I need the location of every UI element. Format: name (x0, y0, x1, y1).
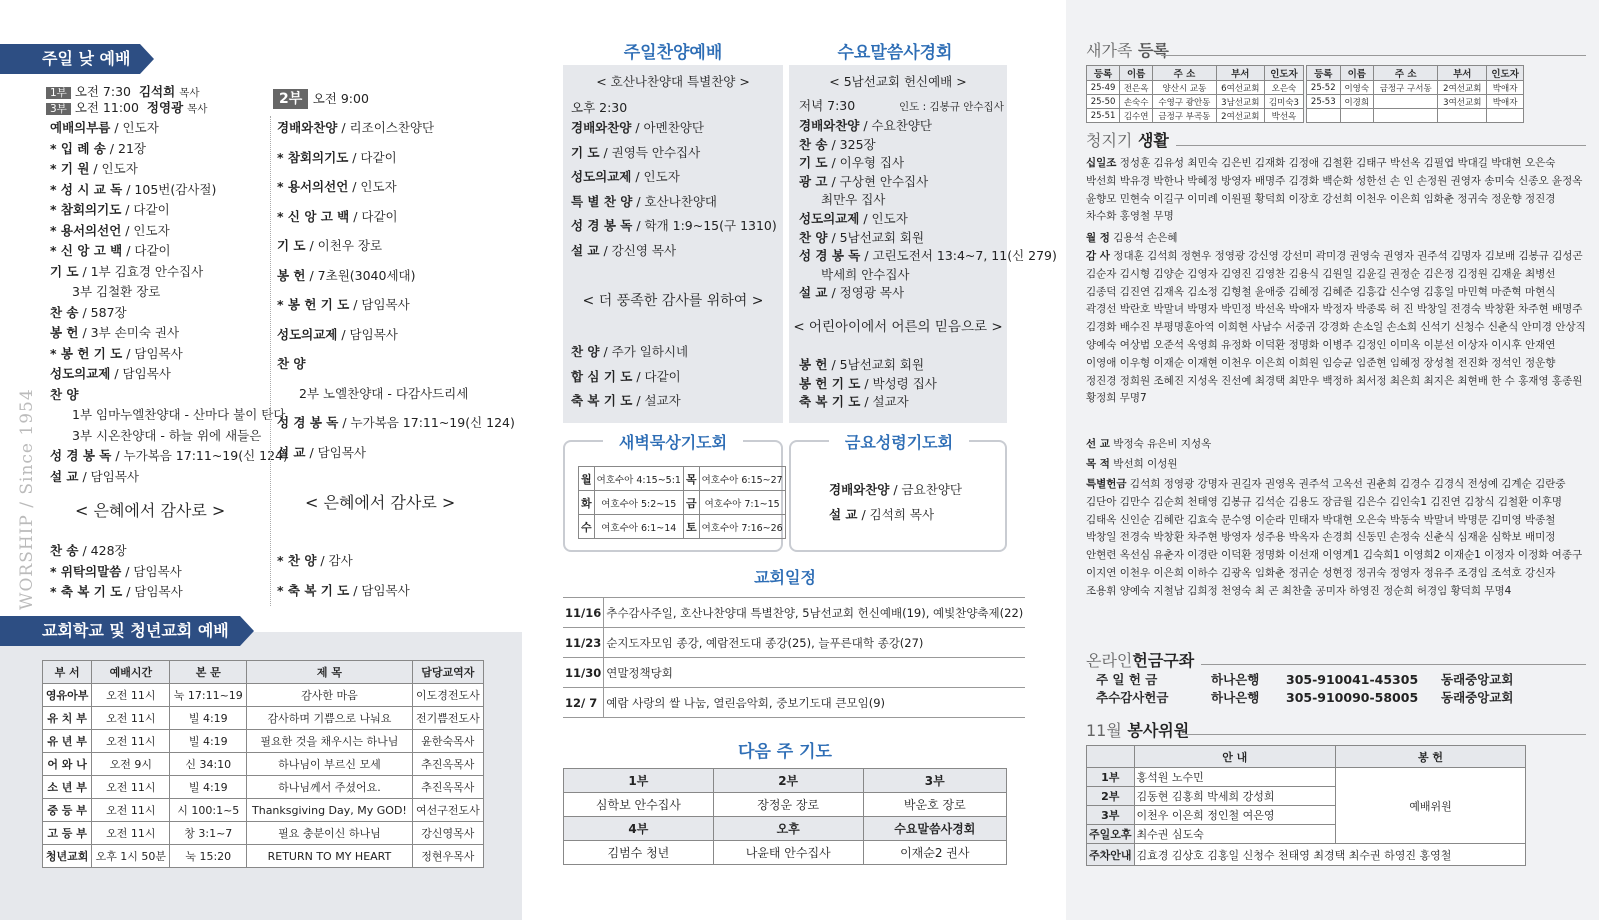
order-item: 성 경 봉 독 / 누가복음 17:11~19(신 124) (50, 448, 288, 463)
order-item: 봉 헌 / 5남선교회 회원 (799, 357, 925, 372)
order-item: 봉 헌 기 도 / 박성령 집사 (799, 375, 937, 391)
order-item: 3부 김철환 장로 (72, 284, 161, 299)
volunteers-table: 안 내 봉 헌 1부 홍석원 노수민 예배위원 2부 김동현 김홍희 박세희 강성희 3부 이천우 이은희 정인철 여은영 주일오후 최수권 심도숙 주차안내 김효경 김상호 김홍일 신청수 천태영 최경택 최수권 하영진 홍영철 (1086, 745, 1526, 866)
order-item: 축 복 기 도 / 설교자 (571, 393, 681, 408)
order-item: * 입 례 송 / 21장 (50, 140, 146, 156)
order-item: 찬 양 (277, 356, 306, 371)
table-row: 영유아부 오전 11시 눅 17:11~19 감사한 마음 이도경전도사 (43, 684, 484, 707)
table-row: 유 년 부 오전 11시 빌 4:19 필요한 것을 채우시는 하나님 윤한숙목사 (43, 730, 484, 753)
mission-list: 선 교 박정숙 유은비 지성옥 (1086, 438, 1212, 450)
school-table (42, 660, 484, 868)
table-row: 소 년 부 오전 11시 빌 4:19 하나님께서 주셨어요. 추진옥목사 (43, 776, 484, 799)
sunday-praise-title: 주일찬양예배 (623, 43, 723, 63)
table-row: 12/ 7 예람 사랑의 쌀 나눔, 열린음악회, 중보기도대 큰모임(9) (563, 688, 1025, 718)
order-item: 박세희 안수집사 (821, 266, 910, 282)
order-item: * 신 앙 고 백 / 다같이 (50, 243, 171, 258)
account-cell: 하나은행 (1211, 672, 1260, 687)
table-header: 담당교역자 (412, 661, 483, 684)
church-schedule-table (563, 597, 1025, 718)
table-row: 고 등 부 오전 11시 창 3:1~7 필요 충분이신 하나님 강신영목사 (43, 822, 484, 845)
account-cell: 동래중앙교회 (1441, 690, 1514, 705)
order-item: * 위탁의말씀 / 담임목사 (50, 563, 182, 579)
wednesday-sub: < 5남선교회 헌신예배 > (829, 74, 967, 89)
order-item: 성도의교제 / 담임목사 (277, 326, 398, 342)
new-family-title: 새가족 등록 (1086, 41, 1169, 60)
order-item: * 참회의기도 / 다같이 (50, 202, 170, 217)
order-item: 2부 노엘찬양대 - 다감사드리세 (299, 385, 469, 401)
church-schedule-title: 교회일정 (754, 568, 816, 587)
sunday-sub2: < 더 풍족한 감사를 위하여 > (582, 293, 764, 309)
order-item: * 신 앙 고 백 / 다같이 (277, 208, 398, 224)
order-item: 경배와찬양 / 아멘찬양단 (571, 120, 704, 135)
next-week-prayer-table: 1부 2부 3부 심학보 안수집사 장정운 장로 박운호 장로 4부 오후 수요말씀사경회 김범수 청년 나윤태 안수집사 이재순2 권사 (563, 768, 1007, 865)
new-family-table-left: 등록 이름 주 소 부서 인도자 25-49 전은옥 양산시 교동 6여선교회 오은숙 25-50 손숙수 수영구 광안동 3남선교회 김미숙3 25-51 김수연 금정구 부곡동 2여선교회 박선옥 (1086, 65, 1304, 123)
wednesday-title: 수요말씀사경회 (837, 43, 953, 63)
order-item: 합 심 기 도 / 다같이 (571, 368, 681, 384)
order-item: 봉 헌 / 7초원(3040세대) (277, 267, 416, 283)
sunday-panel (0, 0, 533, 920)
table-row: 청년교회 오후 1시 50분 눅 15:20 RETURN TO MY HEART 정현우목사 (43, 845, 484, 868)
wednesday-sub2: < 어린아이에서 어른의 믿음으로 > (793, 319, 1003, 335)
right-panel (1066, 0, 1599, 920)
sunday-header: 주일 낮 예배 (0, 44, 140, 74)
account-cell: 주 일 헌 금 (1096, 672, 1158, 687)
order-item: * 성 시 교 독 / 105번(감사절) (50, 181, 217, 197)
dawn-prayer-title: 새벽묵상기도회 (603, 430, 743, 453)
order-item: 성 경 봉 독 / 고린도전서 13:4~7, 11(신 279) (799, 248, 1057, 264)
table-row: 어 와 나 오전 9시 신 34:10 하나님이 부르신 모세 추진옥목사 (43, 753, 484, 776)
table-header: 제 목 (247, 661, 413, 684)
sunday-time: 오후 2:30 (571, 100, 628, 115)
special-offering-list: 특별헌금 김석희 정영광 강명자 권길자 권영옥 권주석 고옥선 권춘희 김경수 김경식 전성예 김계순 김란중 김단아 김만수 김순희 천태영 김봉규 김석순 김용도 장금월 김은수 김인숙1 김진연 김창식 김철환 이후명 김태옥 신인순 김혜란 김효숙 문수영 이순라 민태자 박대현 오은숙 박동숙 박말녀 박명문 김미영 박종철 박창일 전경숙 박창환 차주현 방영자 성주용 박옥자 손경희 신동민 손정숙 신춘식 심재윤 심학보 배미정 안현련 옥선심 유춘자 이경란 이덕환 정명화 이선재 이영계1 김숙희1 이영희2 이재순1 이정자 이정화 여종구 이지연 이천우 이은희 이하수 김광옥 임화춘 정귀순 성현정 정귀숙 정영자 정유주 조경임 조석호 강신자 조용휘 양예숙 지철남 김희정 천영숙 최 곤 최찬출 공미자 하영진 정순희 허경임 황덕희 무명4 (1086, 478, 1583, 597)
order-item: 3부 시온찬양대 - 하늘 위에 새들은 (72, 427, 262, 443)
table-header: 예배시간 (92, 661, 170, 684)
order-item: 최만우 집사 (821, 192, 886, 208)
wednesday-leader: 인도 : 김봉규 안수집사 (899, 101, 1004, 113)
order-item: * 봉 헌 기 도 / 담임목사 (277, 297, 410, 312)
order-item: 기 도 / 이천우 장로 (277, 238, 383, 253)
tithe-list: 십일조 정성훈 김유성 최민숙 김은빈 김재화 김정애 김철환 김태구 박선옥 김필엽 박대길 박대현 오은숙 박선희 박유경 박한나 박혜정 방영자 배명주 김경화 백순화 성한선 손 인 손정원 권영자 송미숙 신종오 윤정옥 윤향모 민현숙 이길구 이미례 이원필 황덕희 이장호 강선희 이천우 이은희 임화춘 정귀숙 정운향 정진경 차수화 홍영철 무명 (1086, 157, 1583, 223)
service-2-time: 2부 오전 9:00 (273, 91, 369, 107)
grace-subtitle: < 은혜에서 감사로 > (75, 501, 226, 520)
order-item: 특 별 찬 양 / 호산나찬양대 (571, 193, 717, 209)
order-item: 성도의교제 / 인도자 (571, 169, 680, 184)
dawn-prayer-table: 월 여호수아 4:15~5:1 목 여호수아 6:15~27 화 여호수아 5:2~15 금 여호수아 7:1~15 수 여호수아 6:1~14 토 여호수아 7:16~26 (578, 466, 786, 539)
order-item: 찬 송 / 587장 (50, 304, 127, 320)
table-row: 11/30 연말정책당회 (563, 658, 1025, 688)
order-item: 설 교 / 강신영 목사 (571, 242, 677, 258)
order-item: 성 경 봉 독 / 학개 1:9~15(구 1310) (571, 218, 777, 233)
order-item: 찬 송 / 428장 (50, 543, 127, 558)
order-item: 성도의교제 / 담임목사 (50, 366, 171, 381)
table-header: 본 문 (170, 661, 247, 684)
order-item: 설 교 / 담임목사 (277, 444, 366, 460)
monthly-list: 월 정 김용석 손은혜 (1086, 232, 1178, 244)
worship-since-watermark: WORSHIP / Since 1954 (17, 388, 37, 610)
order-item: 찬 송 / 325장 (799, 136, 876, 152)
order-item: * 찬 양 / 감사 (277, 553, 353, 568)
order-item: 기 도 / 1부 김효경 안수집사 (50, 263, 204, 279)
table-row: 중 등 부 오전 11시 시 100:1~5 Thanksgiving Day, My GOD! 여선구전도사 (43, 799, 484, 822)
service-1-time: 1부 오전 7:30 김석희 목사 (46, 84, 199, 101)
order-item: 봉 헌 / 3부 손미숙 권사 (50, 325, 180, 340)
middle-panel (533, 0, 1066, 920)
order-item: 설 교 / 정영광 목사 (799, 285, 905, 301)
account-cell: 305-910041-45305 (1286, 672, 1419, 687)
wednesday-time: 저녁 7:30 (799, 98, 856, 113)
account-cell: 305-910090-58005 (1286, 690, 1419, 705)
account-cell: 추수감사헌금 (1096, 690, 1169, 705)
school-header: 교회학교 및 청년교회 예배 (0, 616, 240, 646)
thanks-list: 감 사 정대훈 김석희 정현우 정영광 강신영 강선미 곽미경 권영숙 권영자 권주석 김명자 김보배 김봉규 김성곤 김순자 김시형 김양순 김영자 김영진 김영찬 김용식 김원일 김윤길 권정순 김은정 김정원 김재윤 최병선 김종덕 김진연 김재옥 김소정 김형철 윤애중 김혜정 김혜준 김흥갑 신수영 김홍일 마민혁 마준혁 마현식 곽경선 박란호 박말녀 박명자 박민정 박선옥 박애자 박정자 박종록 허 진 박창일 전경숙 박창환 차주현 배명주 김경화 배수진 부평명훈아역 이희현 사남수 서중귀 강경화 손소일 손소희 신석기 신청수 신춘식 안미경 안상직 양예숙 여상범 오준석 옥영희 유정화 이덕환 정명화 이병주 김정인 이미옥 이분선 이상자 이시후 안재연 이영애 이우형 이재순 이재현 이천우 이은희 이희원 임승균 임준현 임혜정 장성철 전진화 정석인 정운향 정진경 정희원 조혜진 지성옥 진선예 최경택 최만우 백정하 최서정 최은희 최지은 최현배 한 수 홍재영 홍종원 황정희 무명7 (1086, 250, 1586, 405)
account-cell: 하나은행 (1211, 690, 1260, 705)
divider (270, 116, 271, 606)
sunday-sub: < 호산나찬양대 특별찬양 > (596, 74, 750, 89)
purpose-list: 목 적 박선희 이성원 (1086, 458, 1178, 470)
table-header: 부 서 (43, 661, 92, 684)
volunteers-title: 11월 봉사위원 (1086, 721, 1190, 740)
order-item: 경배와찬양 / 수요찬양단 (799, 118, 932, 133)
new-family-table-right: 등록 이름 주 소 부서 인도자 25-52 이영숙 금정구 구서동 2여선교회 박애자 25-53 이경희 3여선교회 박애자 (1306, 65, 1524, 123)
order-item: 경배와찬양 / 리조이스찬양단 (277, 120, 435, 135)
order-item: 찬 양 / 주가 일하시네 (571, 344, 689, 359)
order-item: 1부 임마누엘찬양대 - 산마다 불이 탄다 (72, 407, 286, 422)
order-item: 경배와찬양 / 금요찬양단 (829, 482, 962, 497)
order-item: 성도의교제 / 인도자 (799, 211, 908, 226)
next-week-prayer-title: 다음 주 기도 (738, 742, 832, 762)
order-item: 성 경 봉 독 / 누가복음 17:11~19(신 124) (277, 415, 515, 430)
order-item: 찬 양 (50, 386, 79, 402)
order-item: 광 고 / 구상현 안수집사 (799, 173, 929, 189)
table-row: 11/16 추수감사주일, 호산나찬양대 특별찬양, 5남선교회 헌신예배(19), 예빛찬양축제(22) (563, 598, 1025, 628)
online-offering-title: 온라인헌금구좌 (1086, 651, 1195, 670)
order-item: 설 교 / 김석희 목사 (829, 507, 935, 522)
order-item: * 용서의선언 / 인도자 (277, 179, 397, 194)
order-item: 예배의부름 / 인도자 (50, 120, 159, 135)
service-3-time: 3부 오전 11:00 정영광 목사 (46, 100, 207, 117)
stewardship-title: 청지기 생활 (1086, 131, 1169, 150)
order-item: 축 복 기 도 / 설교자 (799, 394, 909, 409)
order-item: * 봉 헌 기 도 / 담임목사 (50, 345, 183, 361)
order-item: 기 도 / 이우형 집사 (799, 155, 905, 171)
order-item: * 축 복 기 도 / 담임목사 (277, 582, 410, 598)
order-item: * 용서의선언 / 인도자 (50, 222, 170, 238)
order-item: 설 교 / 담임목사 (50, 468, 139, 484)
order-item: * 기 원 / 인도자 (50, 161, 138, 176)
order-item: 기 도 / 권영득 안수집사 (571, 144, 701, 160)
order-item: * 축 복 기 도 / 담임목사 (50, 584, 183, 599)
table-row: 11/23 순지도자모임 종강, 예람전도대 종강(25), 늘푸른대학 종강(27) (563, 628, 1025, 658)
order-item: * 참회의기도 / 다같이 (277, 149, 397, 165)
account-cell: 동래중앙교회 (1441, 672, 1514, 687)
grace-subtitle-2: < 은혜에서 감사로 > (305, 493, 456, 512)
table-row: 유 치 부 오전 11시 빌 4:19 감사하며 기쁨으로 나눠요 전기쁨전도사 (43, 707, 484, 730)
friday-title: 금요성령기도회 (829, 430, 969, 453)
order-item: 찬 양 / 5남선교회 회원 (799, 229, 925, 245)
